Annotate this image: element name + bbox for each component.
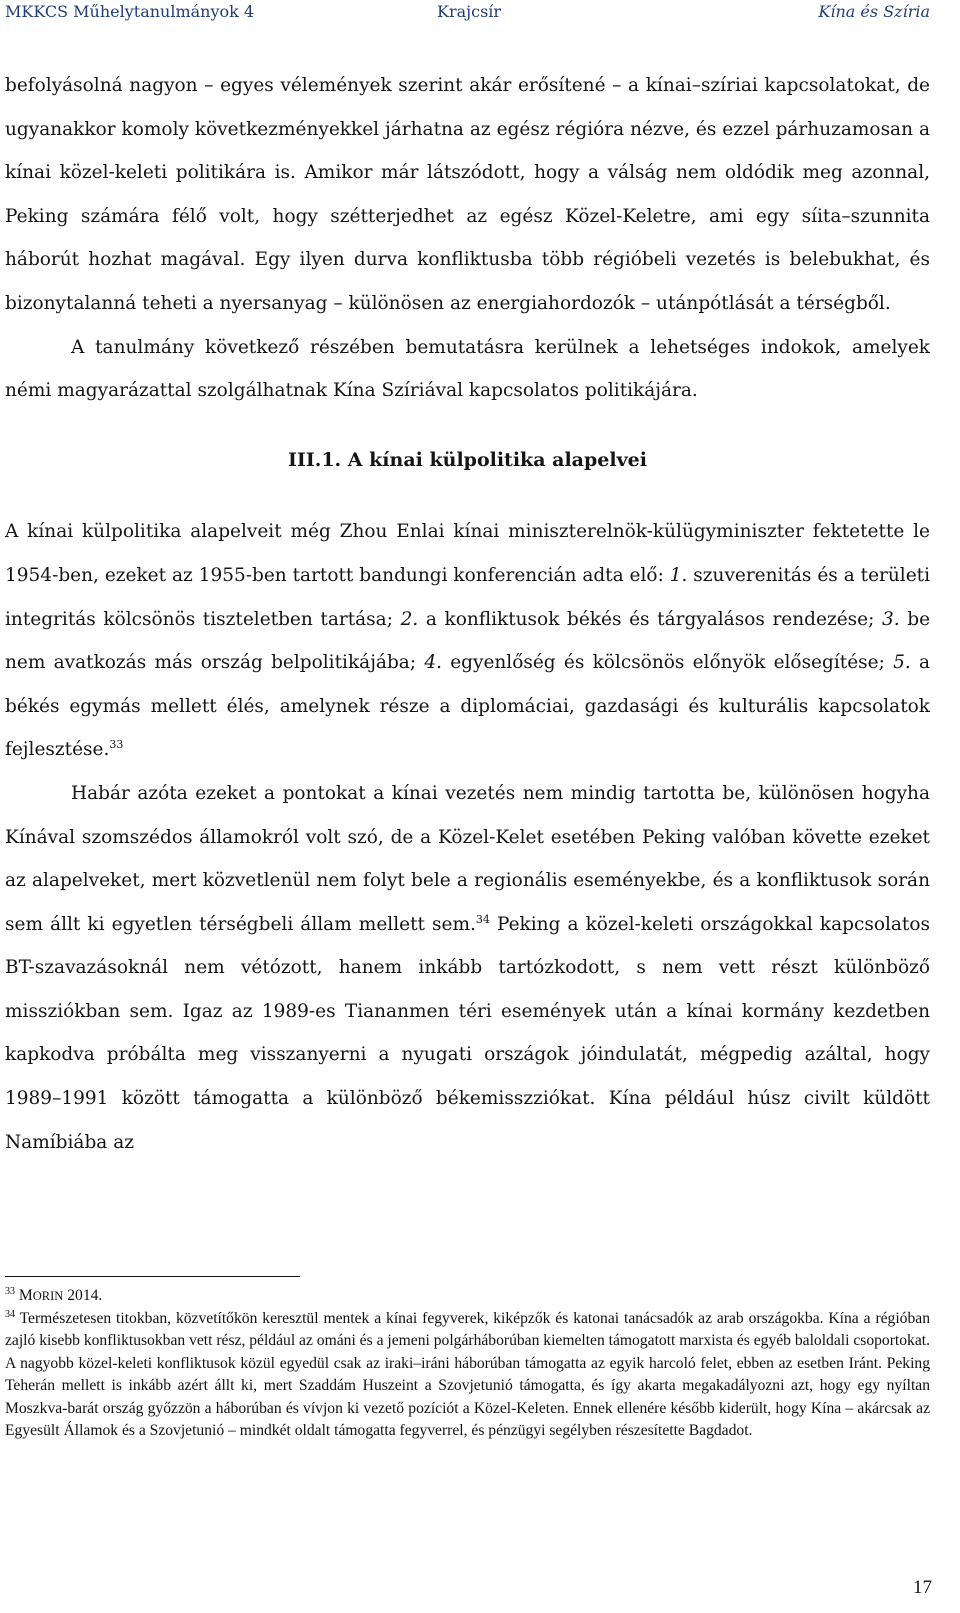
- footnotes: [5, 1285, 930, 1443]
- footnote-ref-34[interactable]: 34: [475, 912, 490, 926]
- footnote-34: $^{34}$ Természetesen titokban, közvetítőkön keresztül mentek a kínai fegyverek, kiképzők és katonai tanácsadók az arab országokba. Kína a régióban zajló kisebb konfliktusokban vett rész, például az ománi és a jemeni polgárháborúban kiemelten támogatott marxista és egyéb baloldali csoportokat. A nagyobb közel-keleti konfliktusok közül egyedül csak az iraki–iráni háborúban támogatta az egyik harcoló felet, ebben az esetben Iránt. Peking Teherán mellett is inkább azért állt ki, mert Szaddám Huszeint a Szovjetunió támogatta, és így akarta megakadályozni azt, hogy egy nyíltan Moszkva-barát ország győzzön a háborúban és vívjon ki vezető pozíciót a Közel-Keleten. Ennek ellenére később kiderült, hogy Kína – akárcsak az Egyesült Államok és a Szovjetunió – mindkét oldalt támogatta fegyverrel, és pénzügyi segélyben részesítette Bagdadot.: [5, 1308, 930, 1439]
- paragraph-continued: befolyásolná nagyon – egyes vélemények szerint akár erősítené – a kínai–szíriai kapcsolatokat, de ugyanakkor komoly következményekkel járhatna az egész régióra nézve, és ezzel párhuzamosan a kínai közel-keleti politikára is. Amikor már látszódott, hogy a válság nem oldódik meg azonnal, Peking számára félő volt, hogy szétterjedhet az egész Közel-Keletre, ami egy síita–szunnita háborút hozhat magával. Egy ilyen durva konfliktusba több régióbeli vezetés is belebukhat, és bizonytalanná teheti a nyersanyag – különösen az energiahordozók – utánpótlását a térségből.: [5, 75, 930, 314]
- paragraph: A tanulmány következő részében bemutatásra kerülnek a lehetséges indokok, amelyek némi magyarázattal szolgálhatnak Kína Szíriával kapcsolatos politikájára.: [5, 336, 930, 402]
- section-heading: III.1. A kínai külpolitika alapelvei: [288, 448, 647, 471]
- paragraph: Habár azóta ezeket a pontokat a kínai vezetés nem mindig tartotta be, különösen hogyha Kínával szomszédos államokról volt szó, de a Közel-Kelet esetében Peking valóban követte ezeket az alapelveket, mert közvetlenül nem folyt bele a regionális eseményekbe, és a konfliktusok során sem állt ki egyetlen térségbeli állam mellett sem.$^{34}$ Peking a közel-keleti országokkal kapcsolatos BT-szavazásoknál nem vétózott, hanem inkább tartózkodott, s nem vett részt különböző missziókban sem. Igaz az 1989-es Tiananmen téri események után a kínai kormány kezdetben kapkodva próbálta meg visszanyerni a nyugati országok jóindulatát, mégpedig azáltal, hogy 1989–1991 között támogatta a különböző békemisszziókat. Kína például húsz civilt küldött Namíbiába az: [5, 782, 930, 1153]
- header-author: Krajcsír: [437, 2, 502, 21]
- header-series-title: MKKCS Műhelytanulmányok 4: [5, 2, 255, 21]
- footnote-ref-33[interactable]: 33: [109, 738, 124, 752]
- footnote-33: $^{33}$ MORIN 2014.: [5, 1285, 103, 1304]
- header-short-title: Kína és Szíria: [818, 2, 930, 21]
- footnote-separator: [5, 1276, 300, 1277]
- paragraph-principles: A kínai külpolitika alapelveit még Zhou Enlai kínai miniszterelnök-külügyminiszter fektetette le 1954-ben, ezeket az 1955-ben tartott bandungi konferencián adta elő: 1. szuverenitás és a területi integritás kölcsönös tiszteletben tartása; 2. a konfliktusok békés és tárgyalásos rendezése; 3. be nem avatkozás más ország belpolitikájába; 4. egyenlőség és kölcsönös előnyök elősegítése; 5. a békés egymás mellett élés, amelynek része a diplomáciai, gazdasági és kulturális kapcsolatok fejlesztése.$^{33}$: [5, 521, 931, 761]
- main-text: [5, 64, 930, 1164]
- page-number: 17: [913, 1577, 932, 1598]
- running-header: [5, 0, 930, 29]
